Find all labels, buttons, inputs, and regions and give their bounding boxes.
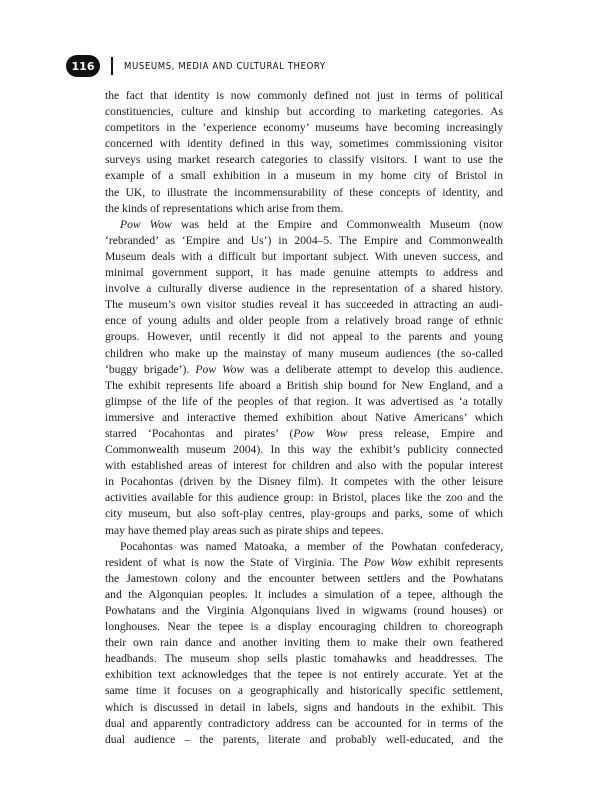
text-segment: longhouses. Near the tepee is a display encouraging children to choreograph: [105, 620, 503, 634]
text-segment: headbands. The museum shop sells plastic tomahawks and headdresses. The: [105, 652, 503, 666]
text-segment: their own rain dance and another inviting them to make their own feathered: [105, 636, 503, 650]
text-line: [105, 297, 503, 313]
text-line: [105, 152, 503, 168]
text-line: [105, 458, 503, 474]
text-line: [105, 490, 503, 506]
text-line: [105, 233, 503, 249]
text-line: [105, 185, 503, 201]
text-line: [105, 619, 503, 635]
text-line: [105, 362, 503, 378]
text-segment: which is discussed in detail in labels, signs and handouts in the exhibit. This: [105, 700, 503, 714]
text-segment: immersive and interactive themed exhibition about Native Americans’ which: [105, 410, 503, 424]
text-line: [105, 635, 503, 651]
page-number-badge: 116: [66, 55, 100, 77]
text-segment: concerned with identity defined in this way, sometimes commissioning visitor: [105, 137, 503, 151]
body-text: [105, 88, 503, 748]
text-segment: the kinds of representations which arise from them.: [105, 201, 344, 215]
text-segment: exhibit represents: [412, 555, 503, 569]
text-segment: the Jamestown colony and the encounter between settlers and the Powhatans: [105, 571, 503, 585]
text-line: [105, 217, 503, 233]
text-line: [105, 506, 503, 522]
text-line: [105, 346, 503, 362]
text-segment: constituencies, culture and kinship but according to marketing categories. As: [105, 105, 503, 119]
text-segment: surveys using market research categories to classify visitors. I want to use the: [105, 153, 503, 167]
text-line: [105, 587, 503, 603]
text-segment: ‘buggy brigade’).: [105, 362, 196, 376]
text-segment: involve a culturally diverse audience in the representation of a shared history.: [105, 282, 503, 296]
text-line: [105, 201, 503, 217]
text-segment: ‘rebranded’ as ‘Empire and Us’) in 2004–5. The Empire and Commonwealth: [105, 233, 503, 247]
text-segment: dual audience – the parents, literate and probably well-educated, and the: [105, 732, 503, 746]
italic-title: Pow Wow: [120, 217, 172, 231]
text-line: [105, 716, 503, 732]
text-line: [105, 313, 503, 329]
italic-title: Pow Wow: [195, 362, 245, 376]
text-segment: same time it focuses on a geographically and historically specific settlement,: [105, 684, 503, 698]
text-segment: Museum deals with a difficult but important subject. With uneven success, and: [105, 249, 503, 263]
paragraph: [105, 217, 503, 539]
text-segment: the UK, to illustrate the incommensurability of these concepts of identity, and: [105, 185, 503, 199]
text-segment: groups. However, until recently it did not appeal to the parents and young: [105, 330, 503, 344]
text-segment: The museum’s own visitor studies reveal it has succeeded in attracting an audi-: [105, 298, 503, 312]
text-segment: dual and apparently contradictory address can be accounted for in terms of the: [105, 716, 503, 730]
text-line: [105, 571, 503, 587]
text-line: [105, 136, 503, 152]
text-line: [105, 683, 503, 699]
text-segment: the fact that identity is now commonly defined not just in terms of political: [105, 89, 503, 102]
paragraph: [105, 539, 503, 748]
running-head: [66, 54, 326, 78]
text-line: [105, 168, 503, 184]
text-segment: starred ‘Pocahontas and pirates’ (: [105, 426, 294, 440]
text-segment: children who make up the mainstay of many museum audiences (the so-called: [105, 346, 503, 360]
text-line: [105, 555, 503, 571]
text-segment: in Pocahontas (driven by the Disney film). It competes with the other leisure: [105, 475, 503, 489]
text-line: [105, 651, 503, 667]
text-segment: Powhatans and the Virginia Algonquians lived in wigwams (round houses) or: [105, 604, 503, 617]
text-line: [105, 426, 503, 442]
text-segment: city museum, but also soft-play centres, play-groups and parks, some of which: [105, 507, 503, 521]
text-segment: Pocahontas was named Matoaka, a member of the Powhatan confederacy,: [120, 539, 503, 553]
text-line: [105, 104, 503, 120]
text-segment: competitors in the ‘experience economy’ museums have becoming increasingly: [105, 121, 503, 135]
text-line: [105, 378, 503, 394]
text-line: [105, 394, 503, 410]
text-segment: and the Algonquian peoples. It includes a simulation of a tepee, although the: [105, 587, 503, 601]
text-line: [105, 603, 503, 619]
text-line: [105, 120, 503, 136]
text-line: [105, 700, 503, 716]
text-segment: glimpse of the life of the peoples of that region. It was advertised as ‘a totally: [105, 394, 503, 408]
text-line: [105, 410, 503, 426]
text-line: [105, 265, 503, 281]
text-line: [105, 474, 503, 490]
text-line: [105, 442, 503, 458]
text-segment: was a deliberate attempt to develop this audience.: [244, 362, 503, 376]
text-line: [105, 523, 503, 539]
text-segment: example of a small exhibition in a museum in my home city of Bristol in: [105, 169, 503, 183]
running-head-divider: [111, 57, 113, 75]
text-segment: with established areas of interest for children and also with the popular interest: [105, 459, 503, 473]
text-segment: press release, Empire and: [347, 426, 503, 440]
text-line: [105, 249, 503, 265]
running-head-title: MUSEUMS, MEDIA AND CULTURAL THEORY: [124, 60, 326, 72]
text-line: [105, 88, 503, 104]
text-segment: resident of what is now the State of Virginia. The: [105, 555, 364, 569]
italic-title: Pow Wow: [363, 555, 413, 569]
text-segment: activities available for this audience group: in Bristol, places like the zoo and the: [105, 491, 503, 505]
text-line: [105, 667, 503, 683]
italic-title: Pow Wow: [293, 426, 348, 440]
text-segment: Commonwealth museum 2004). In this way the exhibit’s publicity connected: [105, 443, 503, 457]
text-segment: minimal government support, it has made genuine attempts to address and: [105, 266, 503, 280]
text-line: [105, 281, 503, 297]
text-segment: ence of young adults and older people from a relatively broad range of ethnic: [105, 314, 503, 328]
text-line: [105, 732, 503, 748]
paragraph: [105, 88, 503, 217]
text-segment: exhibition text acknowledges that the tepee is not entirely accurate. Yet at the: [105, 668, 503, 682]
text-segment: was held at the Empire and Commonwealth Museum (now: [171, 217, 503, 231]
text-line: [105, 329, 503, 345]
text-line: [105, 539, 503, 555]
text-segment: The exhibit represents life aboard a British ship bound for New England, and a: [105, 378, 503, 392]
text-segment: may have themed play areas such as pirate ships and tepees.: [105, 523, 384, 537]
